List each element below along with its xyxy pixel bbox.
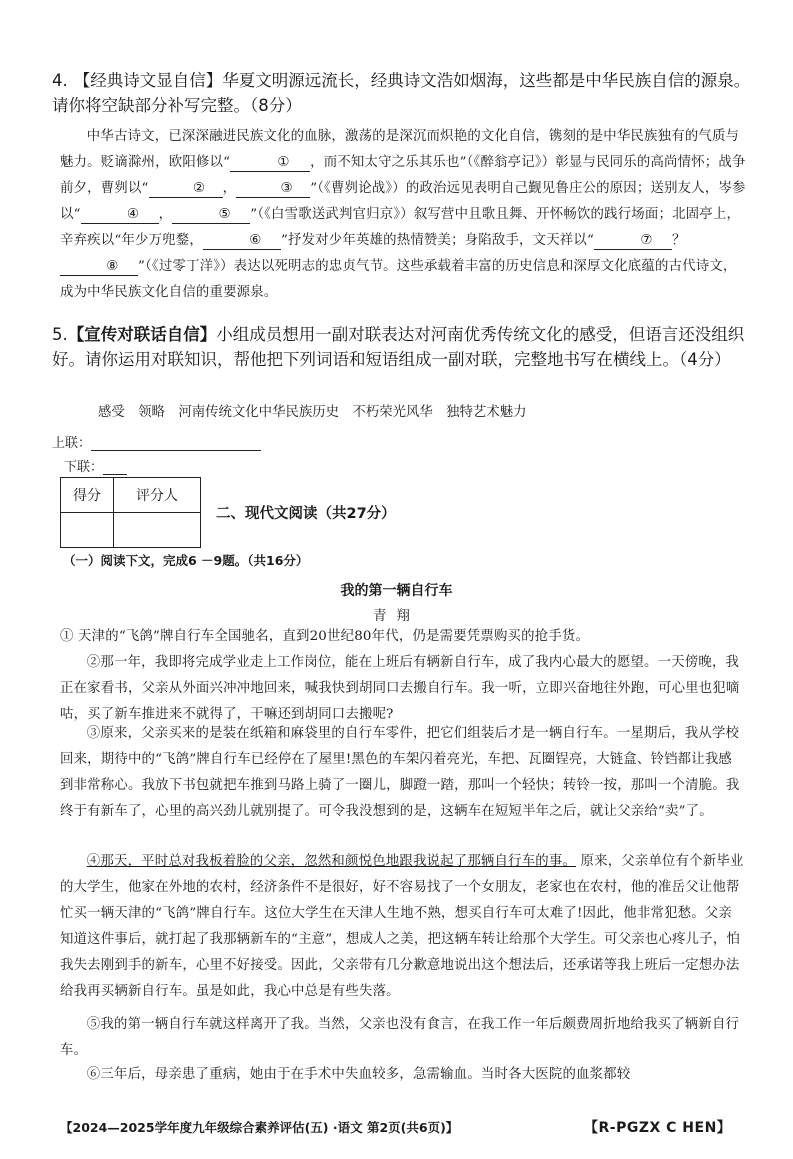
subsection-title: （一）阅读下文，完成6 －9题。（共16分）: [63, 553, 309, 568]
page-footer: 【2024—2025学年度九年级综合素养评估(五) ·语文 第2页(共6页)】: [60, 1120, 459, 1135]
paragraph-text: 原来，父亲单位有个新毕业的大学生，他家在外地的农村，经济条件不是很好，好不容易找了一个女朋友，老家也在农村，他的准岳父让他帮忙买一辆天津的“飞鸽”牌自行车。这位大学生在天津人生地不熟，想买自行车可太难了!因此，他非常犯愁。父亲知道这件事后，就打起了我那辆新车的“主意”，想成人之美，把这辆车转让给那个大学生。可父亲也心疼儿子，怕我失去刚到手的新车，心里不好接受。因此，父亲带有几分歉意地说出这个想法后，还承诺等我上班后一定想办法给我再买辆新自行车。虽是如此，我心中总是有些失落。: [60, 854, 744, 999]
score-table: [60, 477, 201, 548]
lower-couplet-input[interactable]: [103, 460, 127, 475]
couplet-word-list: 感受 领略 河南传统文化中华民族历史 不朽荣光风华 独特艺术魅力: [98, 405, 527, 420]
question-tag: 【经典诗文显自信】: [73, 71, 223, 90]
article-paragraph-5: ⑤我的第一辆自行车就这样离开了我。当然，父亲也没有食言，在我工作一年后颇费周折地给我买了辆新自行车。: [60, 1017, 740, 1058]
article-paragraph-3: ③原来，父亲买来的是装在纸箱和麻袋里的自行车零件，把它们组装后才是一辆自行车。一星期后，我从学校回来，期待中的“飞鸽”牌自行车已经停在了屋里!黑色的车架闪着亮光，车把、瓦圈锃亮，大链盒、铃铛都让我感到非常称心。我放下书包就把车推到马路上骑了一圈儿，脚蹬一踏，那叫一个轻快；转铃一按，那叫一个清脆。我终于有新车了，心里的高兴劲儿就别提了。可令我没想到的是，这辆车在短短半年之后，就让父亲给“卖”了。: [60, 726, 740, 819]
blank-6[interactable]: ⑥: [203, 232, 281, 250]
section-title: 二、现代文阅读（共27分）: [216, 506, 396, 522]
article-paragraph-1: ① 天津的“飞鸽”牌自行车全国驰名，直到20世纪80年代，仍是需要凭票购买的抢手货。: [60, 629, 590, 644]
upper-couplet-input[interactable]: [91, 436, 261, 451]
blank-8[interactable]: ⑧: [60, 258, 138, 276]
question-tag: 【宣传对联话自信】: [67, 325, 217, 344]
upper-couplet-line: [52, 432, 261, 451]
passage-text: ，而不知太守之乐其乐也”（《醉翁亭记》）彰显与民同乐的高尚情怀；战争前夕，曹刿以“: [60, 155, 746, 196]
score-header: 得分: [61, 478, 114, 513]
footer-code: 【R-PGZX C HEN】: [584, 1120, 732, 1136]
question-number: 5.: [52, 325, 68, 344]
article-paragraph-2: ②那一年，我即将完成学业走上工作岗位，能在上班后有辆新自行车，成了我内心最大的愿望。一天傍晚，我正在家看书，父亲从外面兴冲冲地回来，喊我快到胡同口去搬自行车。我一听，立即兴奋地往外跑，可心里也犯嘀咕，买了新车推进来不就得了，干嘛还到胡同口去搬呢?: [60, 655, 740, 722]
passage-text: ”（《白雪歌送武判官归京》）叙写营中且歌且舞、开怀畅饮的践行场面；北固亭上，辛弃疾以“年少万兜鍪，: [60, 207, 741, 248]
question-text: 小组成员想用一副对联表达对河南优秀传统文化的感受，但语言还没组织好。请你运用对联知识，帮他把下列词语和短语组成一副对联，完整地书写在横线上。（4分）: [52, 325, 745, 369]
blank-1[interactable]: ①: [230, 154, 310, 172]
blank-2[interactable]: ②: [149, 180, 223, 198]
grader-header: 评分人: [114, 478, 201, 513]
blank-4[interactable]: ④: [81, 206, 159, 224]
article-paragraph-4: [60, 849, 744, 1005]
lower-couplet-label: 下联：: [64, 460, 104, 475]
article-author: 青翔: [373, 609, 420, 624]
passage-text: 中华古诗文，已深深融进民族文化的血脉，激荡的是深沉而炽艳的文化自信，镌刻的是中华民族独有的气质与魅力。贬谪滁州，欧阳修以“: [60, 129, 740, 170]
lower-couplet-line: [64, 456, 127, 475]
article-paragraph-6: ⑥三年后，母亲患了重病，她由于在手术中失血较多，急需输血。当时各大医院的血浆都较: [86, 1067, 631, 1082]
blank-5[interactable]: ⑤: [172, 206, 250, 224]
question-4-passage: [60, 124, 750, 306]
passage-text: ？: [672, 233, 686, 248]
passage-text: ，: [222, 181, 237, 196]
passage-text: ”（《过零丁洋》）表达以死明志的忠贞气节。这些承载着丰富的历史信息和深厚文化底蕴的古代诗文，成为中华民族文化自信的重要源泉。: [60, 259, 737, 300]
passage-text: ”抒发对少年英雄的热情赞美；身陷敌手，文天祥以“: [280, 233, 595, 248]
blank-3[interactable]: ③: [236, 180, 310, 198]
question-text: 华夏文明源远流长，经典诗文浩如烟海，这些都是中华民族自信的源泉。请你将空缺部分补写完整。（8分）: [52, 71, 751, 115]
grader-cell[interactable]: [114, 513, 201, 548]
passage-text: ，: [158, 207, 173, 222]
upper-couplet-label: 上联：: [52, 436, 92, 451]
underlined-sentence: ④那天，平时总对我板着脸的父亲，忽然和颜悦色地跟我说起了那辆自行车的事。: [86, 854, 577, 869]
blank-7[interactable]: ⑦: [594, 232, 672, 250]
passage-text: ”（《曹刿论战》）的政治远见表明自己觐见鲁庄公的原因；送别友人，岑参以“: [60, 181, 746, 222]
score-cell[interactable]: [61, 513, 114, 548]
question-4-prompt: [52, 68, 752, 118]
article-title: 我的第一辆自行车: [340, 583, 453, 599]
question-number: 4.: [52, 71, 68, 90]
question-5-prompt: [52, 322, 752, 372]
